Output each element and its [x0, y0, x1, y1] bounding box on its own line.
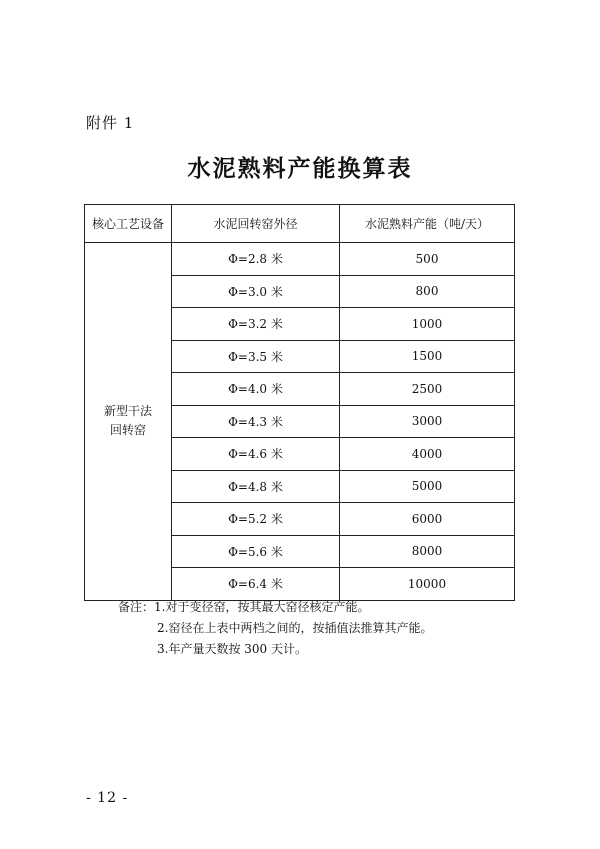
- diameter-cell: Φ=3.0 米: [172, 275, 340, 308]
- note-line: 2.窑径在上表中两档之间的，按插值法推算其产能。: [157, 621, 433, 635]
- capacity-cell: 1000: [340, 308, 515, 341]
- diameter-cell: Φ=5.2 米: [172, 503, 340, 536]
- header-equipment: 核心工艺设备: [85, 205, 172, 243]
- diameter-cell: Φ=2.8 米: [172, 243, 340, 276]
- equipment-line-2: 回转窑: [109, 423, 146, 438]
- capacity-cell: 800: [340, 275, 515, 308]
- capacity-cell: 2500: [340, 373, 515, 406]
- attachment-label: 附件 1: [86, 114, 135, 132]
- diameter-cell: Φ=4.6 米: [172, 438, 340, 471]
- diameter-cell: Φ=4.3 米: [172, 405, 340, 438]
- diameter-cell: Φ=3.5 米: [172, 340, 340, 373]
- note-line: 3.年产量天数按 300 天计。: [157, 642, 307, 656]
- capacity-conversion-table: [84, 204, 515, 601]
- capacity-cell: 8000: [340, 535, 515, 568]
- capacity-cell: 10000: [340, 568, 515, 601]
- capacity-cell: 4000: [340, 438, 515, 471]
- table-header-row: [85, 205, 515, 243]
- capacity-cell: 1500: [340, 340, 515, 373]
- diameter-cell: Φ=3.2 米: [172, 308, 340, 341]
- header-clinker-capacity: 水泥熟料产能（吨/天）: [340, 205, 515, 243]
- capacity-cell: 5000: [340, 470, 515, 503]
- note-line: 备注：1.对于变径窑，按其最大窑径核定产能。: [118, 600, 370, 614]
- capacity-cell: 6000: [340, 503, 515, 536]
- page-number: - 12 -: [86, 790, 129, 806]
- header-kiln-diameter: 水泥回转窑外径: [172, 205, 340, 243]
- page-title: 水泥熟料产能换算表: [187, 155, 413, 182]
- capacity-cell: 3000: [340, 405, 515, 438]
- diameter-cell: Φ=5.6 米: [172, 535, 340, 568]
- diameter-cell: Φ=4.0 米: [172, 373, 340, 406]
- equipment-line-1: 新型干法: [103, 404, 152, 419]
- notes-block: [118, 597, 432, 660]
- equipment-cell: [85, 243, 172, 601]
- table-row: [85, 243, 515, 276]
- capacity-cell: 500: [340, 243, 515, 276]
- diameter-cell: Φ=4.8 米: [172, 470, 340, 503]
- diameter-cell: Φ=6.4 米: [172, 568, 340, 601]
